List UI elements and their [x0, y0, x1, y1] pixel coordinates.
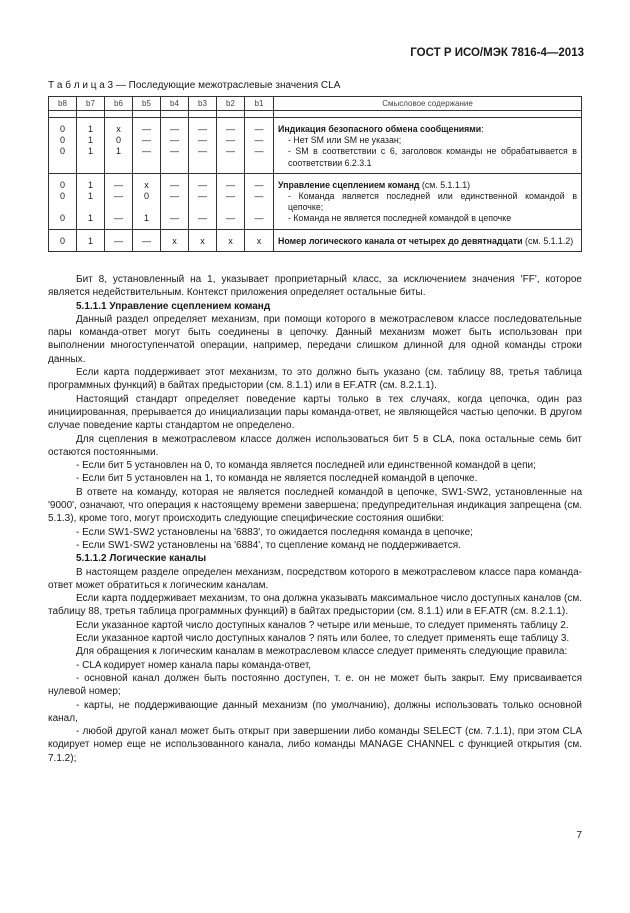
bit-value: [217, 202, 244, 213]
bit-value: [77, 202, 104, 213]
spacer-cell: [274, 111, 582, 118]
meaning-title: Индикация безопасного обмена сообщениями: [278, 124, 482, 134]
bit-cell: [217, 173, 245, 229]
meaning-line: - Нет SM или SM не указан;: [288, 135, 402, 146]
bit-cell: [105, 173, 133, 229]
bit-cell: [161, 118, 189, 174]
paragraph: - основной канал должен быть постоянно доступен, т. е. он не может быть закрыт. Ему присваивается нулевой номер;: [48, 672, 582, 698]
bit-value: 1: [87, 146, 93, 156]
bit-cell: [161, 173, 189, 229]
spacer-cell: [133, 111, 161, 118]
bit-value: —: [226, 124, 235, 134]
bit-cell: [49, 173, 77, 229]
paragraph: - Если SW1-SW2 установлены на '6884', то сцепление команд не поддерживается.: [76, 539, 461, 551]
meaning-line: - Команда не является последней командой в цепочке: [288, 213, 512, 224]
bit-value: 1: [87, 235, 93, 246]
bit-value: [161, 202, 188, 213]
spacer-cell: [217, 111, 245, 118]
document-header: ГОСТ Р ИСО/МЭК 7816-4—2013: [410, 47, 584, 59]
bit-value: 1: [87, 179, 93, 190]
meaning-title-line: [278, 180, 577, 191]
bit-value: 1: [87, 212, 93, 223]
meaning-title-line: [278, 124, 577, 135]
bit-value: 1: [115, 146, 121, 156]
bit-value: —: [114, 235, 123, 246]
bit-value: —: [170, 135, 179, 145]
bit-value: —: [254, 135, 264, 145]
bit-cell: [49, 229, 77, 251]
meaning-title-suffix: (см. 5.1.1.1): [419, 179, 471, 190]
bit-value: —: [114, 190, 123, 201]
spacer-cell: [189, 111, 217, 118]
bit-value: 1: [87, 190, 93, 201]
paragraph: - Если SW1-SW2 установлены на '6883', то ожидается последняя команда в цепочке;: [76, 526, 473, 538]
bit-cell: [217, 118, 245, 174]
meaning-cell: [274, 173, 582, 229]
bit-cell: [245, 118, 274, 174]
bit-cell: [133, 173, 161, 229]
spacer-cell: [105, 111, 133, 118]
table-row: [49, 173, 582, 229]
bit-value: 0: [59, 124, 65, 134]
bit-value: —: [226, 135, 235, 145]
bit-value: —: [198, 135, 207, 145]
bit-value: x: [116, 124, 121, 134]
bit-value: 0: [59, 135, 65, 145]
bit-value: —: [198, 190, 207, 201]
paragraph: - Если бит 5 установлен на 1, то команда не является последней командой в цепочке.: [76, 473, 478, 485]
meaning-cell: [274, 118, 582, 174]
bit-cell: [105, 229, 133, 251]
spacer-cell: [77, 111, 105, 118]
meaning-title-suffix: (см. 5.1.1.2): [522, 235, 574, 246]
col-header: b3: [189, 97, 217, 111]
bit-value: x: [256, 235, 262, 246]
page-number: 7: [576, 830, 582, 841]
meaning-cell: [274, 229, 582, 251]
bit-cell: [77, 173, 105, 229]
bit-value: [189, 202, 216, 213]
bit-value: —: [226, 190, 235, 201]
bit-cell: [217, 229, 245, 251]
paragraph: Для сцепления в межотраслевом классе должен использоваться бит 5 в CLA, пока остальные семь бит остаются постоянными.: [48, 433, 582, 458]
table-spacer-row: [49, 111, 582, 118]
body-text: [48, 273, 582, 765]
bit-value: [49, 202, 76, 213]
paragraph: В ответе на команду, которая не является последней командой в цепочке, SW1-SW2, установленные на '9000', означают, что операция к настоящему времени завершена; предупредительная индикация запрещена (см. 5.1.3), кроме того, могут происходить следующие специфические состояния ошибки:: [48, 486, 582, 525]
bit-value: —: [114, 212, 123, 223]
meaning-line: - SM в соответствии с 6, заголовок команды не обрабатывается в соответствии 6.2.3.1: [288, 146, 577, 168]
bit-value: [105, 202, 132, 213]
paragraph: Если указанное картой число доступных каналов ? пять или более, то следует применять еще таблицу 3.: [76, 633, 570, 645]
bit-value: —: [226, 212, 235, 223]
col-header: b6: [105, 97, 133, 111]
col-header: b5: [133, 97, 161, 111]
table-row: [49, 118, 582, 174]
meaning-title-line: [278, 236, 577, 247]
bit-value: [245, 202, 273, 213]
paragraph: - любой другой канал может быть открыт при завершении либо команды SELECT (см. 7.1.1), при этом CLA кодирует номер еще не использованного канала, либо команды MANAGE CHANNEL с функцией открытия (см. 7.1.2);: [48, 726, 582, 764]
bit-value: 0: [59, 179, 65, 190]
bit-value: —: [198, 146, 207, 156]
bit-value: x: [228, 235, 233, 246]
paragraph: Если карта поддерживает этот механизм, то это должно быть указано (см. таблицу 88, третья таблица программных функций) в байтах предыстории (см. 8.1.1) или в EF.ATR (см. 8.2.1.1).: [48, 367, 582, 392]
paragraph: Если указанное картой число доступных каналов ? четыре или меньше, то следует применять таблицу 2.: [76, 619, 569, 631]
bit-cell: [133, 118, 161, 174]
spacer-cell: [161, 111, 189, 118]
bit-cell: [245, 229, 274, 251]
bit-value: 1: [87, 135, 93, 145]
section-heading: 5.1.1.2 Логические каналы: [76, 553, 207, 565]
col-header: b7: [77, 97, 105, 111]
bit-cell: [189, 118, 217, 174]
bit-cell: [77, 229, 105, 251]
bit-value: 0: [59, 190, 65, 201]
bit-value: 1: [87, 124, 93, 134]
bit-value: —: [170, 146, 179, 156]
bit-value: —: [254, 179, 264, 190]
paragraph: Бит 8, установленный на 1, указывает проприетарный класс, за исключением значения 'FF', которое является недействительным. Контекст приложения определяет остальные биты.: [48, 274, 582, 299]
table-row: [49, 229, 582, 251]
bit-value: —: [226, 179, 235, 190]
bit-value: —: [170, 212, 179, 223]
bit-value: 0: [143, 190, 149, 201]
bit-value: —: [142, 124, 151, 134]
paragraph: Настоящий стандарт определяет поведение карты только в тех случаях, когда цепочка, один раз инициированная, прерывается до инициализации пары команда-ответ, не являющейся частью цепочки. В другом случае поведение карты стандартом не определено.: [48, 393, 582, 432]
paragraph: - Если бит 5 установлен на 0, то команда является последней или единственной командой в цепи;: [76, 460, 536, 472]
meaning-title: Номер логического канала от четырех до девятнадцати: [278, 235, 523, 246]
bit-value: 0: [59, 212, 65, 223]
col-header: b4: [161, 97, 189, 111]
bit-value: —: [142, 135, 151, 145]
paragraph: - карты, не поддерживающие данный механизм (по умолчанию), должны использовать только основной канал,: [48, 699, 582, 724]
paragraph: В настоящем разделе определен механизм, посредством которого в межотраслевом классе пара команда-ответ может обратиться к логическим каналам.: [48, 566, 582, 591]
meaning-line: - Команда является последней или единственной командой в цепочке;: [288, 191, 577, 213]
bit-value: —: [114, 179, 123, 190]
col-header: b8: [49, 97, 77, 111]
bit-cell: [161, 229, 189, 251]
bit-value: —: [198, 179, 207, 190]
bit-value: 0: [59, 146, 65, 156]
bit-value: 0: [59, 235, 65, 246]
bit-value: —: [170, 124, 179, 134]
bit-value: x: [172, 235, 177, 246]
bit-cell: [189, 173, 217, 229]
col-header: b2: [217, 97, 245, 111]
bit-cell: [105, 118, 133, 174]
bit-value: x: [200, 235, 205, 246]
bit-cell: [133, 229, 161, 251]
bit-value: —: [198, 212, 207, 223]
bit-value: —: [254, 146, 264, 156]
spacer-cell: [49, 111, 77, 118]
bit-value: 0: [115, 135, 121, 145]
bit-cell: [245, 173, 274, 229]
bit-value: —: [226, 146, 235, 156]
bit-value: —: [170, 179, 179, 190]
table-header-row: [49, 97, 582, 111]
paragraph: Данный раздел определяет механизм, при помощи которого в межотраслевом классе последовательные пары команда-ответ могут быть соединены в цепочку. Данный механизм может быть использован при выполнении многоступенчатой операции, например, передачи слишком длинной для одной команды строки данных.: [48, 313, 582, 365]
bit-value: —: [170, 190, 179, 201]
bit-cell: [189, 229, 217, 251]
col-header: b1: [245, 97, 274, 111]
cla-table: [48, 96, 582, 252]
bit-value: x: [144, 179, 149, 190]
bit-value: —: [254, 190, 264, 201]
bit-cell: [77, 118, 105, 174]
paragraph: Если карта поддерживает механизм, то она должна указывать максимальное число доступных каналов (см. таблицу 88, третья таблица программных функций) в байтах предыстории (см. 8.1.1) или в EF.ATR (см. 8.2.1.1).: [48, 593, 582, 618]
bit-value: —: [198, 124, 207, 134]
bit-value: —: [142, 235, 151, 246]
section-heading: 5.1.1.1 Управление сцеплением команд: [76, 300, 271, 312]
bit-value: 1: [143, 212, 149, 223]
meaning-title: Управление сцеплением команд: [278, 179, 420, 190]
table-caption: Т а б л и ц а 3 — Последующие межотраслевые значения CLA: [48, 80, 341, 91]
spacer-cell: [245, 111, 274, 118]
bit-value: [133, 202, 160, 213]
bit-cell: [49, 118, 77, 174]
bit-value: —: [254, 212, 264, 223]
paragraph: - CLA кодирует номер канала пары команда-ответ,: [76, 659, 312, 671]
bit-value: —: [254, 124, 264, 134]
col-header: Смысловое содержание: [274, 97, 582, 111]
paragraph: Для обращения к логическим каналам в межотраслевом классе следует применять следующие правила:: [76, 646, 568, 658]
meaning-title-suffix: :: [481, 124, 484, 134]
bit-value: —: [142, 146, 151, 156]
